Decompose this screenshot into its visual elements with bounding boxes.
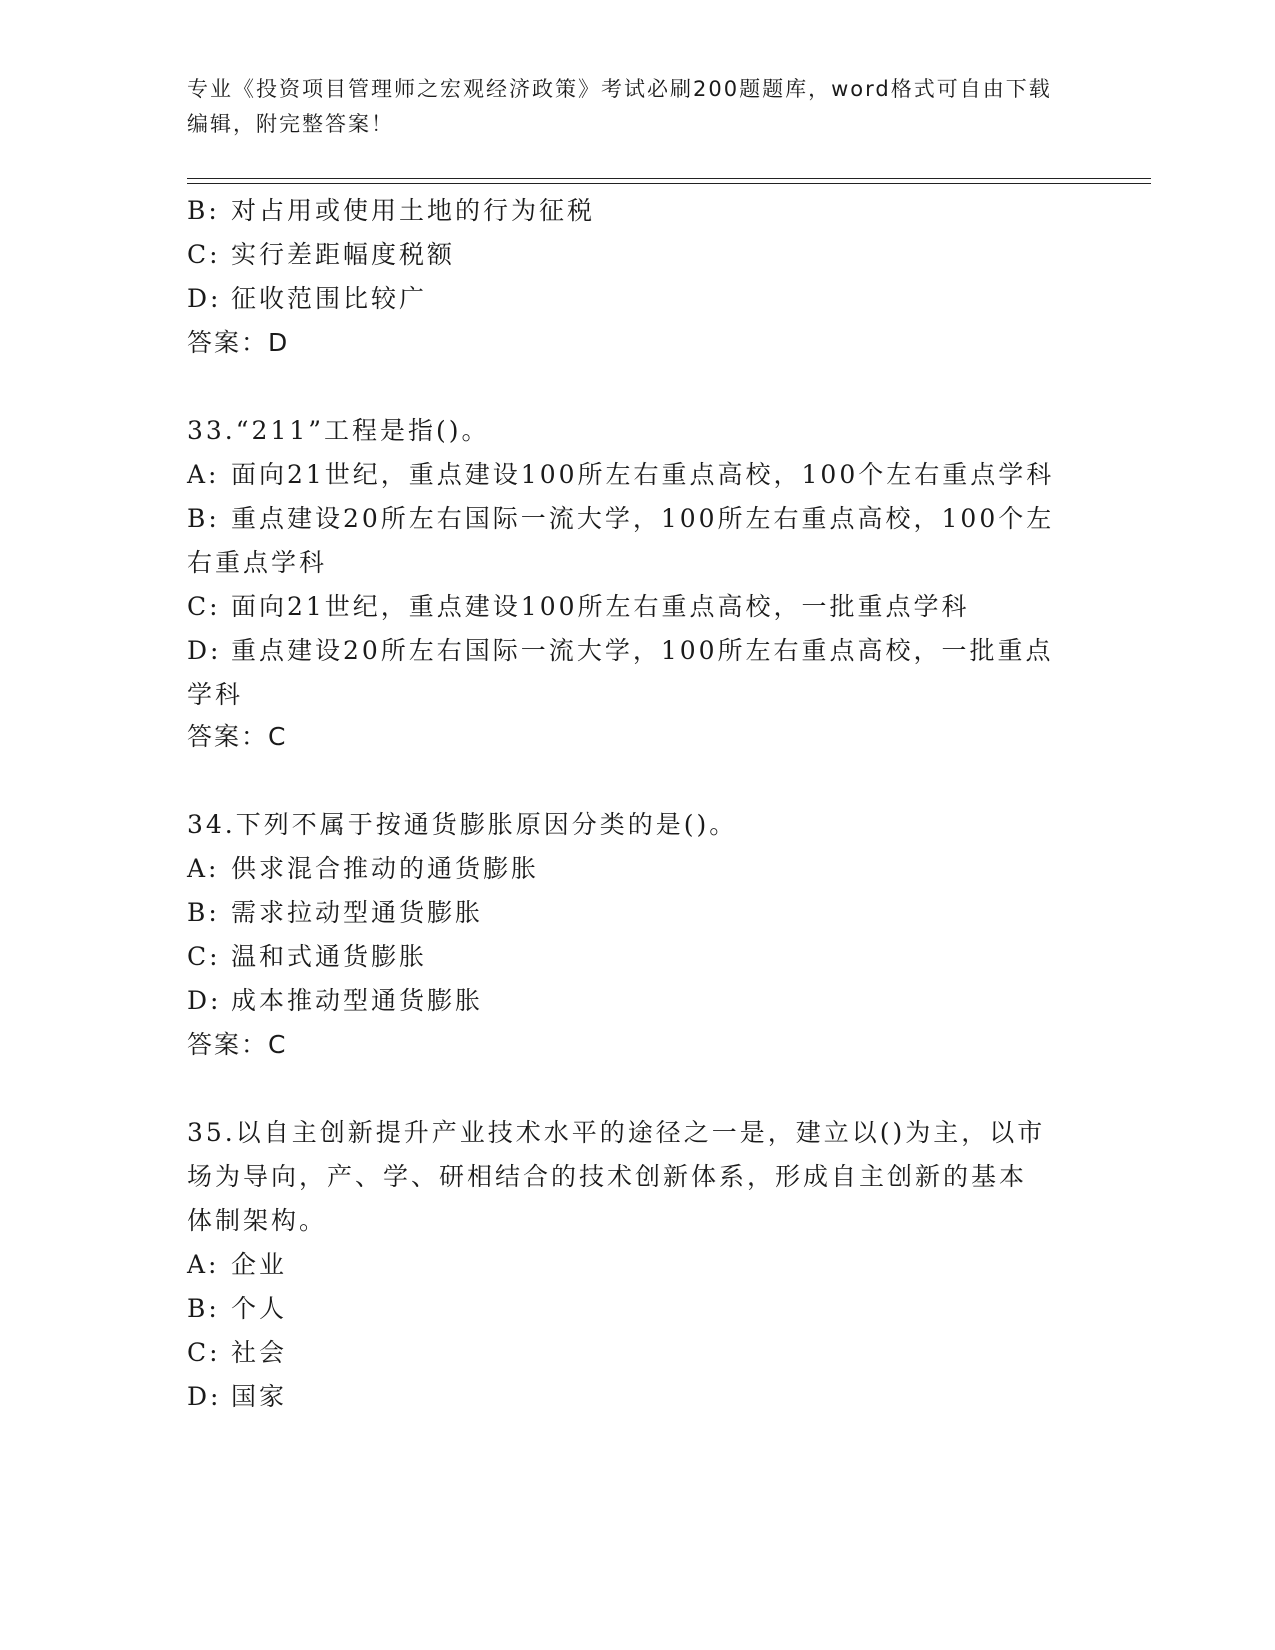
option-text: 社会 <box>231 1338 288 1367</box>
option-text: 企业 <box>231 1250 288 1279</box>
option-text: 供求混合推动的通货膨胀 <box>231 854 540 883</box>
option-text: 征收范围比较广 <box>231 284 428 313</box>
option-tag: A: <box>187 1250 220 1279</box>
option-text: 面向21世纪，重点建设100所左右重点高校，100个左右重点学科 <box>231 460 1055 489</box>
q34-option-c <box>187 942 427 972</box>
option-tag: C: <box>187 240 221 269</box>
header-divider-bottom <box>187 183 1151 184</box>
option-tag: B: <box>187 504 220 533</box>
option-text: 面向21世纪，重点建设100所左右重点高校，一批重点学科 <box>231 592 970 621</box>
option-text: 温和式通货膨胀 <box>231 942 428 971</box>
q32-answer: 答案：D <box>187 328 290 357</box>
header-divider-top <box>187 178 1151 179</box>
option-text: 实行差距幅度税额 <box>231 240 456 269</box>
q35-option-b <box>187 1294 287 1324</box>
option-tag: D: <box>187 636 222 665</box>
option-tag: D: <box>187 986 222 1015</box>
q32-option-b <box>187 196 595 226</box>
q34-option-b <box>187 898 483 928</box>
q33-answer: 答案：C <box>187 722 288 751</box>
q34-stem: 34.下列不属于按通货膨胀原因分类的是()。 <box>187 810 738 839</box>
option-tag: D: <box>187 284 222 313</box>
q33-option-b-cont: 右重点学科 <box>187 548 328 577</box>
option-text: 需求拉动型通货膨胀 <box>231 898 484 927</box>
q35-stem: 35.以自主创新提升产业技术水平的途径之一是，建立以()为主，以市 <box>187 1118 1046 1147</box>
option-text: 重点建设20所左右国际一流大学，100所左右重点高校，一批重点 <box>231 636 1054 665</box>
q33-option-c <box>187 592 970 622</box>
option-text: 重点建设20所左右国际一流大学，100所左右重点高校，100个左 <box>231 504 1055 533</box>
option-tag: A: <box>187 854 220 883</box>
q33-option-d <box>187 636 1054 666</box>
q32-option-d <box>187 284 427 314</box>
q35-stem-cont-1: 场为导向，产、学、研相结合的技术创新体系，形成自主创新的基本 <box>187 1162 1028 1191</box>
option-text: 个人 <box>231 1294 288 1323</box>
option-tag: C: <box>187 1338 221 1367</box>
q34-answer: 答案：C <box>187 1030 288 1059</box>
q33-stem: 33.“211”工程是指()。 <box>187 416 490 445</box>
q35-option-a <box>187 1250 287 1280</box>
q33-option-d-cont: 学科 <box>187 680 244 709</box>
q35-stem-cont-2: 体制架构。 <box>187 1206 328 1235</box>
q34-option-d <box>187 986 483 1016</box>
option-tag: D: <box>187 1382 222 1411</box>
document-header: 专业《投资项目管理师之宏观经济政策》考试必刷200题题库，word格式可自由下载编辑，附完整答案！ <box>187 77 1052 136</box>
q33-option-a <box>187 460 1054 490</box>
option-text: 成本推动型通货膨胀 <box>231 986 484 1015</box>
q35-option-d <box>187 1382 287 1412</box>
option-tag: C: <box>187 942 221 971</box>
option-text: 国家 <box>231 1382 288 1411</box>
q33-option-b <box>187 504 1054 534</box>
option-tag: B: <box>187 1294 220 1323</box>
option-text: 对占用或使用土地的行为征税 <box>231 196 596 225</box>
q32-option-c <box>187 240 455 270</box>
option-tag: C: <box>187 592 221 621</box>
option-tag: A: <box>187 460 220 489</box>
q34-option-a <box>187 854 539 884</box>
q35-option-c <box>187 1338 287 1368</box>
option-tag: B: <box>187 898 220 927</box>
option-tag: B: <box>187 196 220 225</box>
